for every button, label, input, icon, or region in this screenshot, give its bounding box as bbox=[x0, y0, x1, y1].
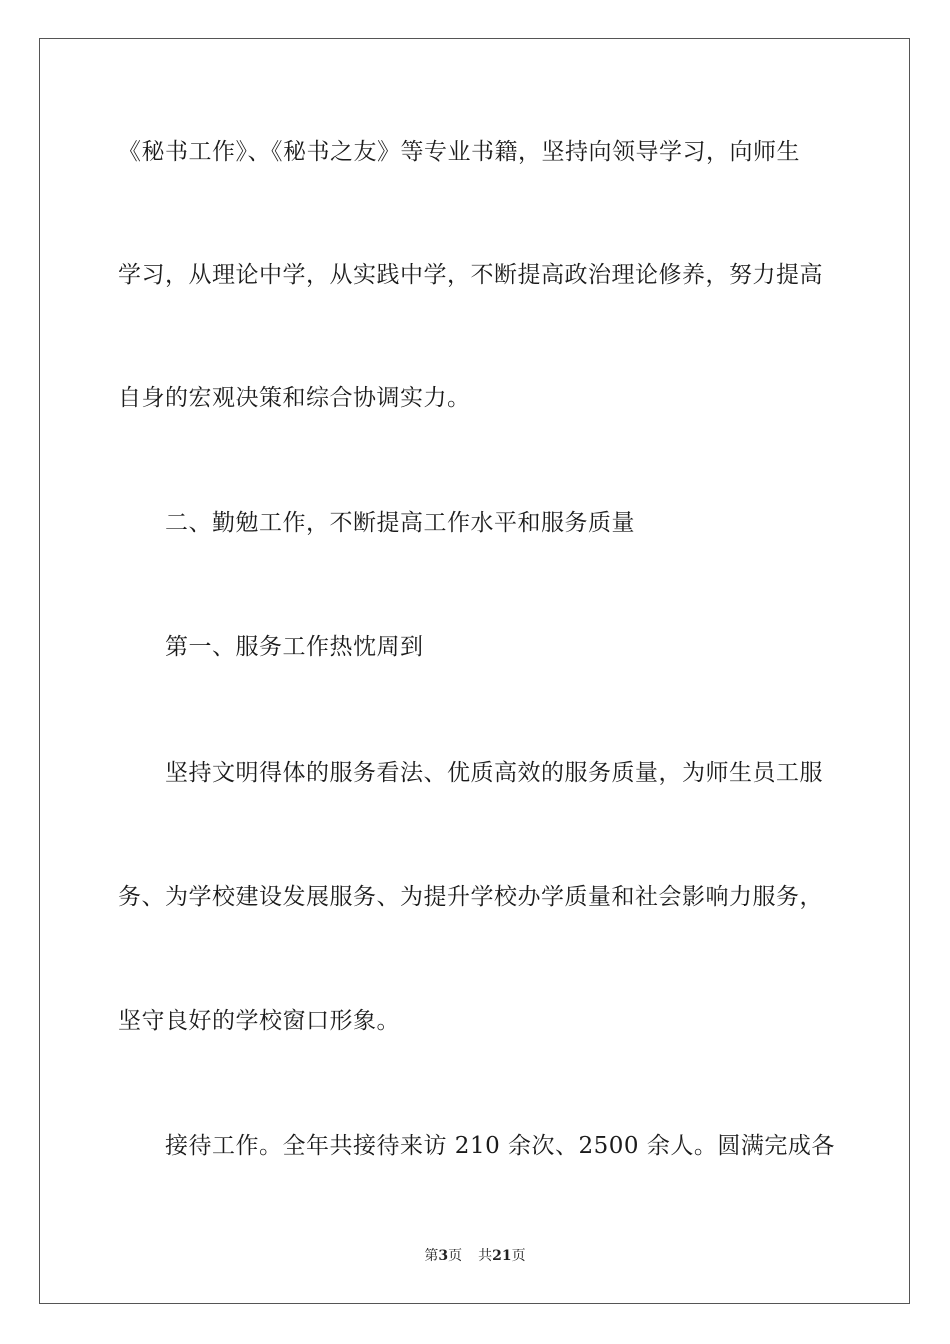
body-text-line-3: 自身的宏观决策和综合协调实力。 bbox=[118, 385, 471, 411]
footer-page-number: 3 bbox=[438, 1248, 449, 1264]
footer-page-prefix: 第 bbox=[424, 1248, 439, 1264]
footer-total-pages: 21 bbox=[492, 1248, 512, 1264]
footer-page-suffix: 页 bbox=[448, 1248, 463, 1264]
body-text-line-2: 学习，从理论中学，从实践中学，不断提高政治理论修养，努力提高 bbox=[118, 262, 823, 288]
body-text-line-1: 《秘书工作》、《秘书之友》等专业书籍，坚持向领导学习，向师生 bbox=[118, 139, 800, 165]
footer-total-prefix: 共 bbox=[478, 1248, 493, 1264]
body-text-line-4: 坚持文明得体的服务看法、优质高效的服务质量，为师生员工服 bbox=[165, 760, 823, 786]
footer-total-suffix: 页 bbox=[511, 1248, 526, 1264]
section-heading: 二、勤勉工作，不断提高工作水平和服务质量 bbox=[165, 510, 635, 536]
subsection-heading: 第一、服务工作热忱周到 bbox=[165, 634, 424, 660]
body-text-line-6: 坚守良好的学校窗口形象。 bbox=[118, 1008, 400, 1034]
page-footer bbox=[0, 1247, 950, 1265]
body-text-line-5: 务、为学校建设发展服务、为提升学校办学质量和社会影响力服务， bbox=[118, 884, 823, 910]
body-text-line-7: 接待工作。全年共接待来访 210 余次、2500 余人。圆满完成各 bbox=[165, 1133, 835, 1159]
page-border bbox=[39, 38, 910, 1304]
